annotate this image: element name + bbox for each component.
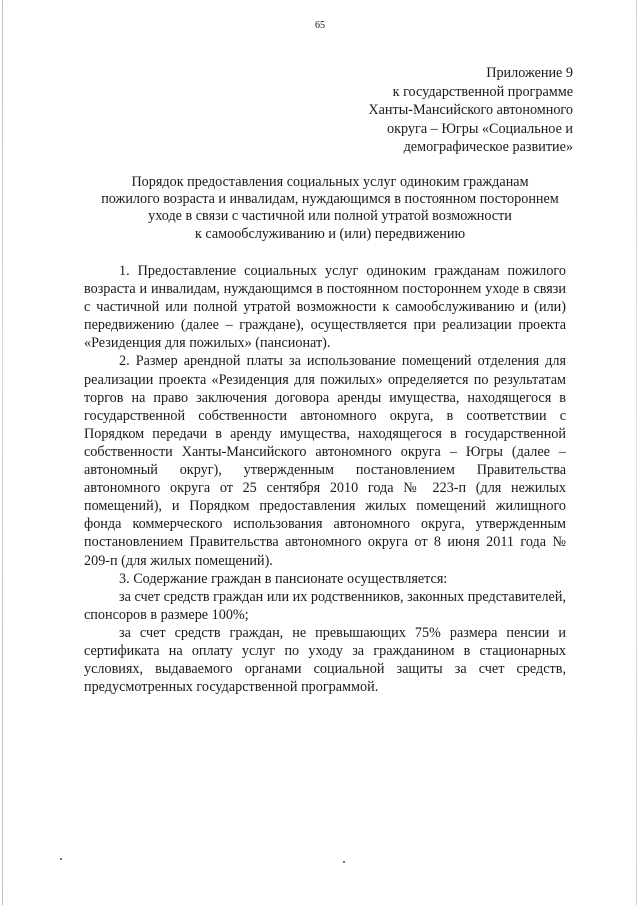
title-line: пожилого возраста и инвалидам, нуждающимся в постоянном постороннем	[101, 191, 559, 208]
document-title	[82, 174, 578, 243]
title-line: Порядок предоставления социальных услуг одиноким гражданам	[131, 174, 529, 190]
appendix-line: Ханты-Мансийского автономного	[368, 102, 573, 118]
scan-edge-right	[636, 0, 637, 905]
appendix-line: округа – Югры «Социальное и	[387, 120, 573, 137]
paragraph-3-item-1: за счет средств граждан или их родственников, законных представителей, спонсоров в размере 100%;	[84, 588, 566, 623]
title-line: уходе в связи с частичной или полной утратой возможности	[148, 208, 512, 225]
paragraph-2: 2. Размер арендной платы за использование помещений отделения для реализации проекта «Резиденция для пожилых» определяется по результатам торгов на право заключения договора аренды имущества, находящегося в государственной собственности автономного округа, в соответствии с Порядком передачи в аренду имущества, находящегося в государственной собственности Ханты-Мансийского автономного округа – Югры (далее – автономный округ), утвержденным постановлением Правительства автономного округа от 25 сентября 2010 года № 223-п (для нежилых помещений), и Порядком предоставления жилых помещений жилищного фонда коммерческого использования автономного округа, утвержденным постановлением Правительства автономного округа от 8 июня 2011 года № 209-п (для жилых помещений).	[84, 353, 566, 569]
document-body	[84, 262, 566, 696]
paragraph-3: 3. Содержание граждан в пансионате осуществляется:	[119, 570, 448, 587]
paragraph-1: 1. Предоставление социальных услуг одиноким гражданам пожилого возраста и инвалидам, нуждающимся в постоянном постороннем уходе в связи с частичной или полной утратой возможности к самообслуживанию и (или) передвижению (далее – граждане), осуществляется при реализации проекта «Резиденция для пожилых» (пансионат).	[84, 263, 566, 352]
appendix-line: к государственной программе	[392, 83, 573, 100]
scan-speck	[343, 861, 345, 863]
appendix-heading	[293, 64, 573, 157]
title-line: к самообслуживанию и (или) передвижению	[194, 225, 466, 242]
page-number: 65	[315, 20, 325, 31]
scan-edge-left	[2, 0, 3, 905]
appendix-line: демографическое развитие»	[403, 139, 573, 155]
appendix-line: Приложение 9	[486, 65, 573, 81]
paragraph-3-item-2: за счет средств граждан, не превышающих 75% размера пенсии и сертификата на оплату услуг по уходу за гражданином в стационарных условиях, выдаваемого органами социальной защиты за счет средств, предусмотренных государственной программой.	[84, 624, 566, 696]
scan-speck	[60, 858, 62, 860]
